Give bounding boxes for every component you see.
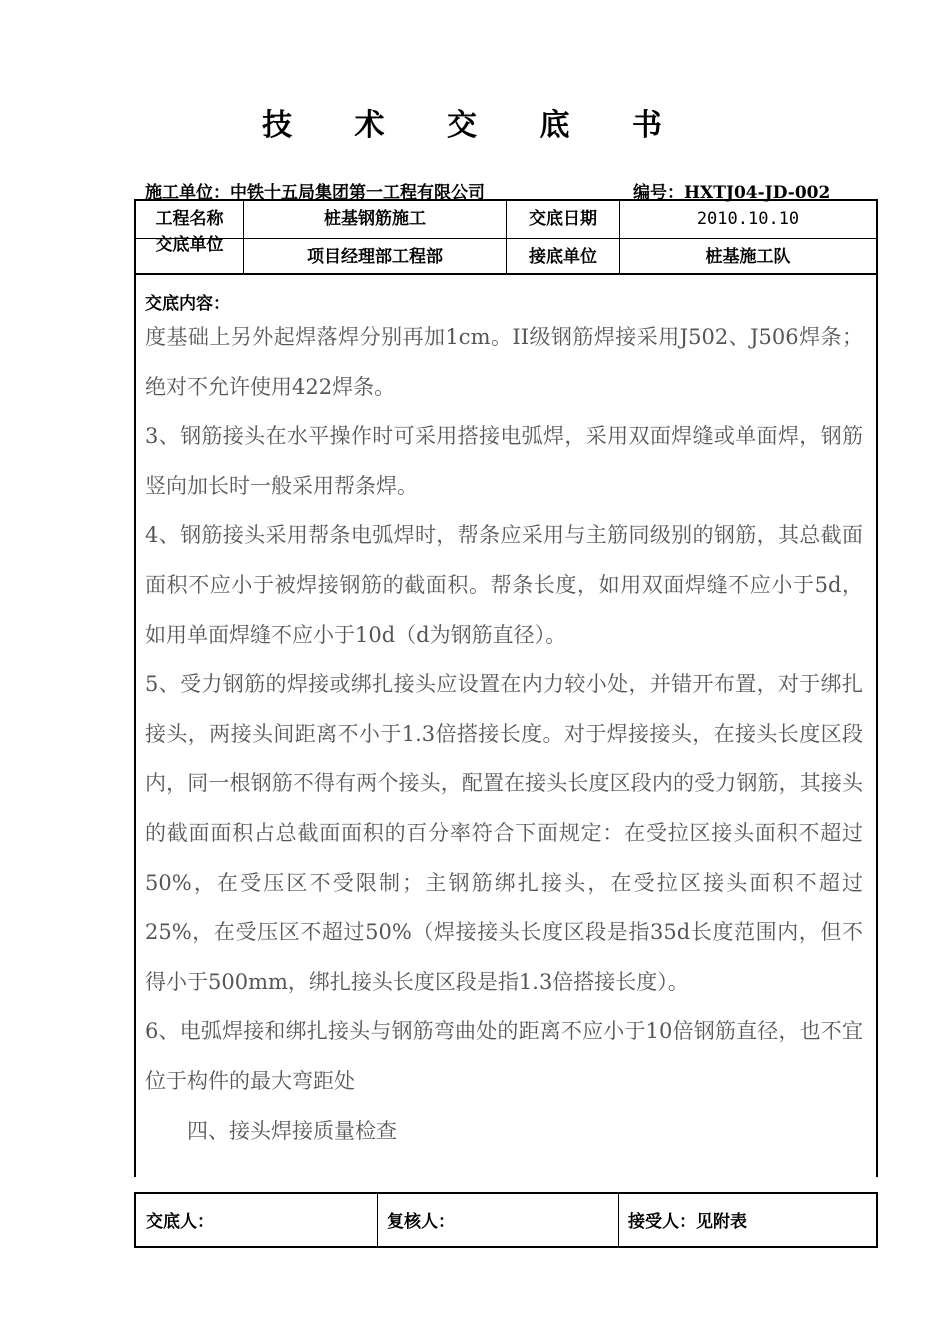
signature-table — [134, 1192, 878, 1248]
paragraph: 5、受力钢筋的焊接或绑扎接头应设置在内力较小处，并错开布置，对于绑扎接头，两接头间距离不小于1.3倍搭接长度。对于焊接接头，在接头长度区段内，同一根钢筋不得有两个接头，配置在接头长度区段内的受力钢筋，其接头的截面面积占总截面面积的百分率符合下面规定：在受拉区接头面积不超过50%，在受压区不受限制；主钢筋绑扎接头，在受拉区接头面积不超过25%，在受压区不超过50%（焊接接头长度区段是指35d长度范围内，但不得小于500mm，绑扎接头长度区段是指1.3倍搭接长度）。 — [145, 672, 863, 994]
project-name-value: 桩基钢筋施工 — [324, 209, 426, 229]
issuing-unit-label: 交底单位 — [155, 235, 224, 255]
paragraph: 3、钢筋接头在水平操作时可采用搭接电弧焊，采用双面焊缝或单面焊，钢筋竖向加长时一般采用帮条焊。 — [145, 424, 863, 498]
info-table — [134, 199, 878, 275]
content-body — [145, 313, 863, 1156]
document-header — [145, 178, 865, 203]
construction-unit: 施工单位：中铁十五局集团第一工程有限公司 — [145, 183, 485, 203]
project-name-label: 工程名称 — [155, 209, 224, 229]
receiver-label: 接受人：见附表 — [628, 1212, 747, 1232]
serial-number: 编号：HXTJ04-JD-002 — [633, 183, 831, 203]
receiving-unit-label: 接底单位 — [529, 247, 597, 267]
column-divider — [618, 1194, 619, 1246]
date-value: 2010.10.10 — [696, 209, 800, 229]
issuer-label: 交底人： — [146, 1212, 214, 1232]
paragraph: 6、电弧焊接和绑扎接头与钢筋弯曲处的距离不应小于10倍钢筋直径，也不宜位于构件的最大弯距处 — [145, 1019, 863, 1093]
paragraph: 度基础上另外起焊落焊分别再加1cm。II级钢筋焊接采用J502、J506焊条；绝对不允许使用422焊条。 — [145, 325, 863, 399]
paragraph: 4、钢筋接头采用帮条电弧焊时，帮条应采用与主筋同级别的钢筋，其总截面面积不应小于被焊接钢筋的截面积。帮条长度，如用双面焊缝不应小于5d，如用单面焊缝不应小于10d（d为钢筋直径）。 — [145, 523, 863, 647]
receiving-unit-value: 桩基施工队 — [705, 247, 791, 267]
issuing-unit-value: 项目经理部工程部 — [307, 247, 443, 267]
reviewer-label: 复核人： — [387, 1212, 455, 1232]
content-label: 交底内容： — [145, 294, 230, 314]
section-heading: 四、接头焊接质量检查 — [187, 1118, 397, 1143]
date-label: 交底日期 — [529, 209, 597, 229]
column-divider — [377, 1194, 378, 1246]
document-title: 技 术 交 底 书 — [262, 108, 688, 143]
